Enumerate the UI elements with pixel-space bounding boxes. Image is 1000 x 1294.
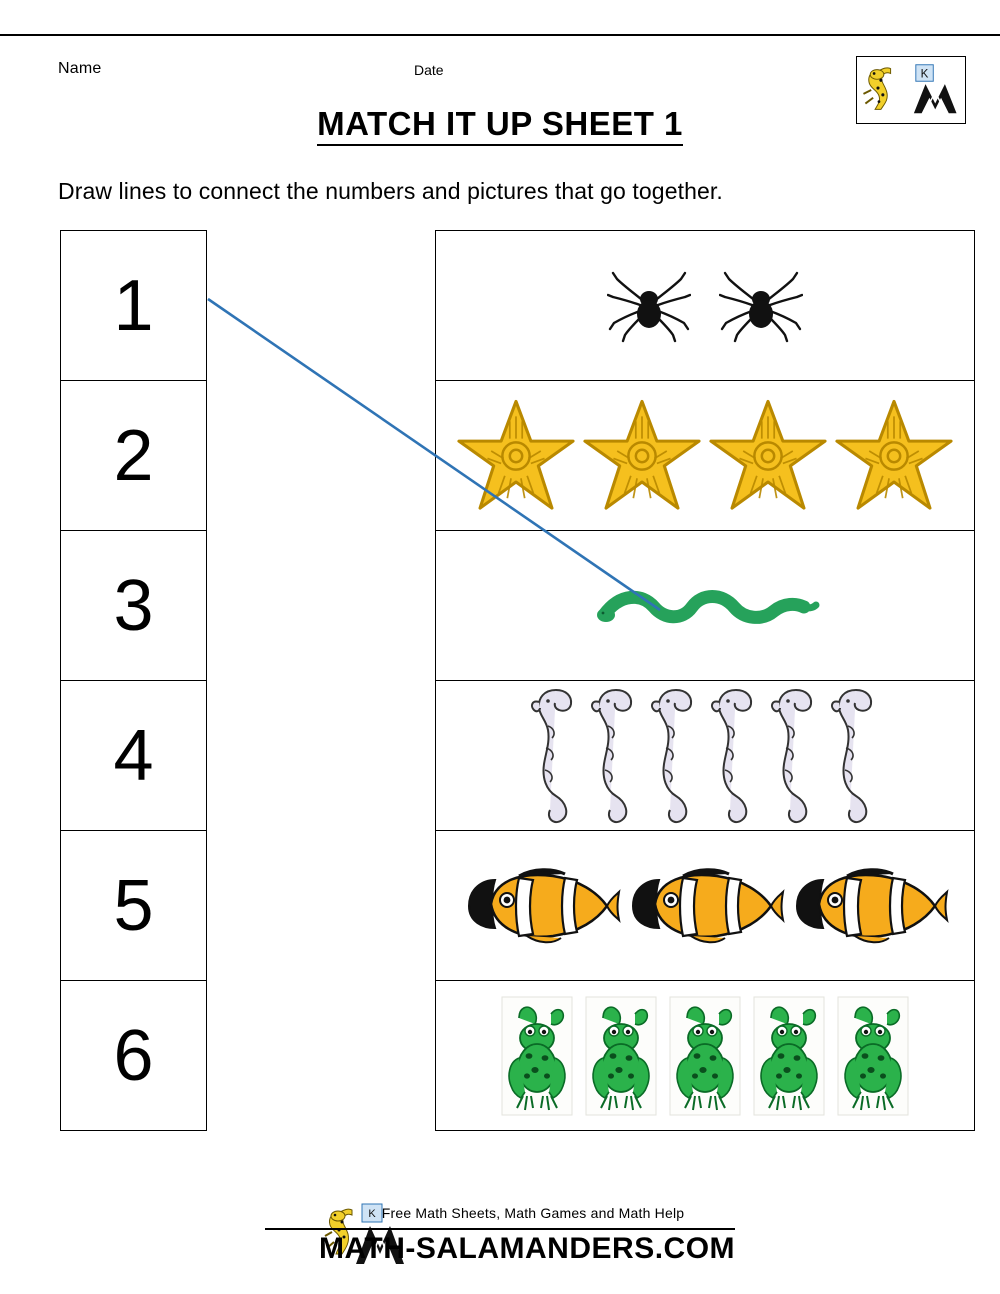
frog-icon (669, 996, 741, 1116)
number-cell[interactable] (61, 681, 206, 831)
name-field-label: Name (58, 60, 102, 77)
picture-cell-clownfish[interactable] (436, 831, 974, 981)
picture-cell-seahorses[interactable] (436, 681, 974, 831)
page-title (0, 105, 1000, 143)
number-cell[interactable] (61, 381, 206, 531)
number-value: 3 (113, 565, 154, 646)
frog-icon (837, 996, 909, 1116)
number-cell[interactable] (61, 531, 206, 681)
spider-icon (607, 269, 691, 343)
picture-cell-spiders[interactable] (436, 231, 974, 381)
number-value: 2 (113, 415, 154, 496)
footer-tagline-text: Free Math Sheets, Math Games and Math Help (381, 1205, 685, 1221)
starfish-icon (454, 394, 578, 518)
number-cell[interactable] (61, 231, 206, 381)
picture-cell-starfish[interactable] (436, 381, 974, 531)
starfish-icon (706, 394, 830, 518)
number-cell[interactable] (61, 831, 206, 981)
seahorse-icon (706, 682, 764, 830)
frog-icon (501, 996, 573, 1116)
footer-tagline (0, 1205, 1000, 1221)
numbers-column (60, 230, 207, 1131)
clownfish-icon (625, 858, 785, 954)
number-value: 5 (113, 865, 154, 946)
picture-cell-snake[interactable] (436, 531, 974, 681)
svg-text:K: K (920, 67, 929, 81)
svg-text:K: K (368, 1208, 376, 1220)
footer-url[interactable] (0, 1228, 1000, 1266)
seahorse-icon (646, 682, 704, 830)
snake-icon (590, 571, 820, 641)
page-title-text: MATCH IT UP SHEET 1 (317, 105, 683, 146)
seahorse-icon (826, 682, 884, 830)
clownfish-icon (789, 858, 949, 954)
footer-url-text: MATH-SALAMANDERS.COM (265, 1228, 735, 1266)
number-value: 6 (113, 1015, 154, 1096)
frog-icon (585, 996, 657, 1116)
header-rule (0, 34, 1000, 36)
seahorse-icon (586, 682, 644, 830)
seahorse-icon (526, 682, 584, 830)
clownfish-icon (461, 858, 621, 954)
number-cell[interactable] (61, 981, 206, 1131)
spider-icon (719, 269, 803, 343)
number-value: 1 (113, 265, 154, 346)
picture-cell-frogs[interactable] (436, 981, 974, 1131)
starfish-icon (832, 394, 956, 518)
pictures-column (435, 230, 975, 1131)
instructions-text: Draw lines to connect the numbers and pictures that go together. (58, 178, 723, 204)
date-field-label: Date (414, 62, 444, 78)
frog-icon (753, 996, 825, 1116)
number-value: 4 (113, 715, 154, 796)
starfish-icon (580, 394, 704, 518)
seahorse-icon (766, 682, 824, 830)
